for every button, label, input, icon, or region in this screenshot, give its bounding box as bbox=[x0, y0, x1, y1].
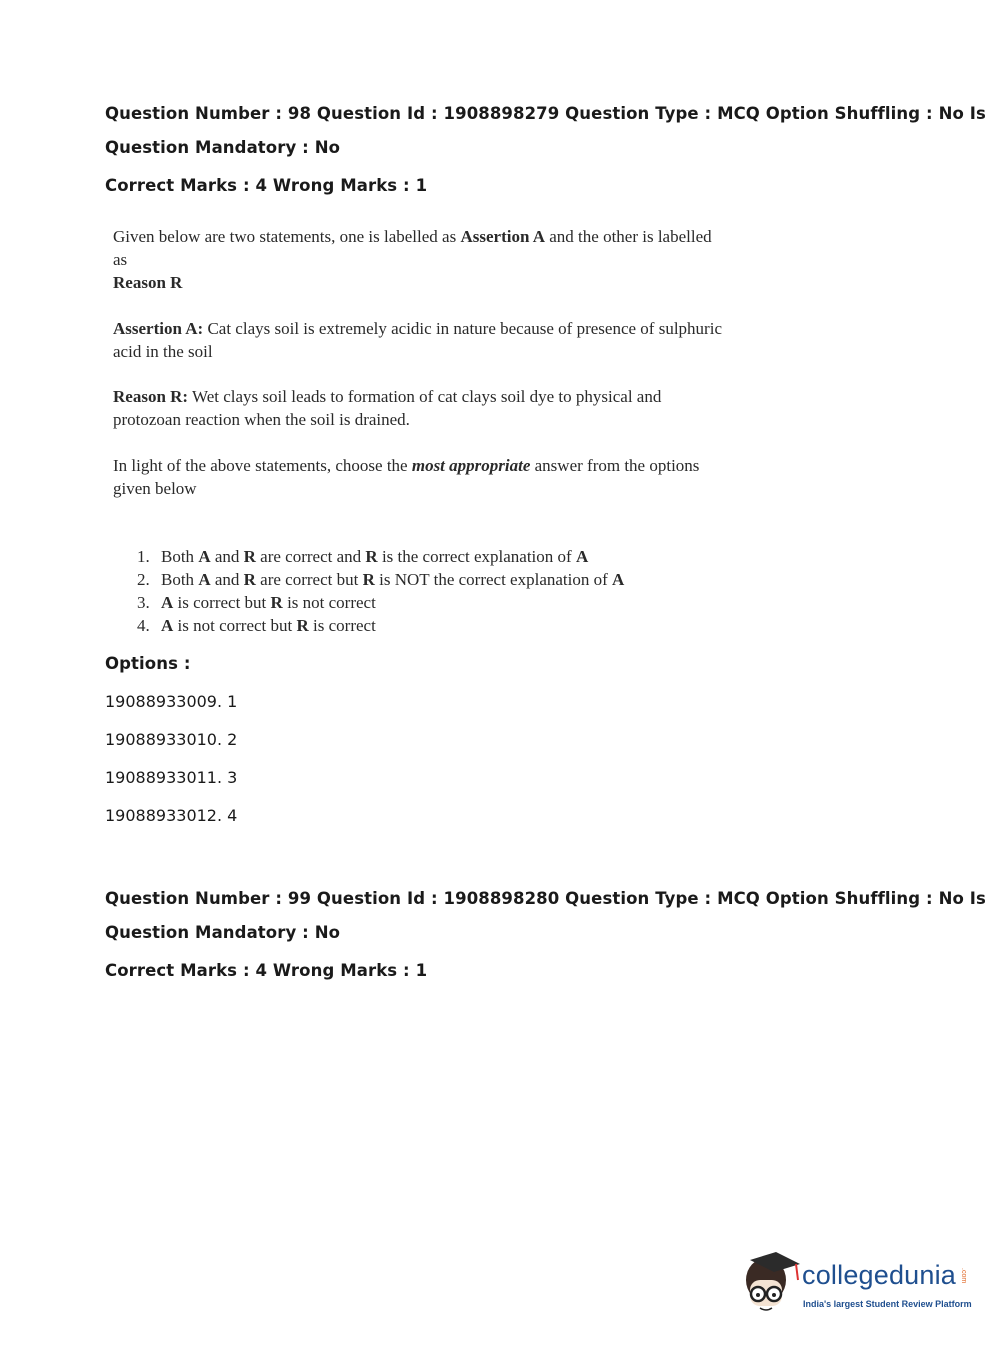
question-mandatory: Question Mandatory : No bbox=[105, 138, 341, 157]
logo-dotcom: .com bbox=[960, 1268, 967, 1284]
answer-choice: 4. A is not correct but R is correct bbox=[137, 616, 376, 635]
option-item: 19088933009. 1 bbox=[105, 692, 238, 711]
question-mandatory: Question Mandatory : No bbox=[105, 923, 341, 942]
question-header-line: Question Number : 99 Question Id : 1908898280 Question Type : MCQ Option Shuffling : No Is bbox=[105, 889, 986, 908]
reason-statement: Reason R: Wet clays soil leads to formation of cat clays soil dye to physical and protozoan reaction when the soil is drained. bbox=[113, 387, 662, 429]
collegedunia-logo bbox=[740, 1250, 970, 1320]
marks-line: Correct Marks : 4 Wrong Marks : 1 bbox=[105, 176, 428, 195]
answer-choice: 1. Both A and R are correct and R is the correct explanation of A bbox=[137, 547, 589, 566]
instruction: In light of the above statements, choose the most appropriate answer from the options given below bbox=[113, 456, 700, 498]
option-item: 19088933011. 3 bbox=[105, 768, 238, 787]
answer-choice: 2. Both A and R are correct but R is NOT the correct explanation of A bbox=[137, 570, 625, 589]
logo-tagline: India's largest Student Review Platform bbox=[803, 1299, 972, 1309]
stem-intro: Given below are two statements, one is labelled as Assertion A and the other is labelled as Reason R bbox=[113, 227, 712, 292]
question-header-line: Question Number : 98 Question Id : 1908898279 Question Type : MCQ Option Shuffling : No Is bbox=[105, 104, 986, 123]
option-item: 19088933012. 4 bbox=[105, 806, 238, 825]
answer-choice: 3. A is correct but R is not correct bbox=[137, 593, 376, 612]
marks-line: Correct Marks : 4 Wrong Marks : 1 bbox=[105, 961, 428, 980]
assertion-statement: Assertion A: Cat clays soil is extremely acidic in nature because of presence of sulphuric acid in the soil bbox=[113, 319, 722, 361]
option-item: 19088933010. 2 bbox=[105, 730, 238, 749]
logo-wordmark: collegedunia bbox=[802, 1260, 957, 1290]
options-label: Options : bbox=[105, 654, 191, 673]
mascot-icon bbox=[740, 1250, 802, 1320]
